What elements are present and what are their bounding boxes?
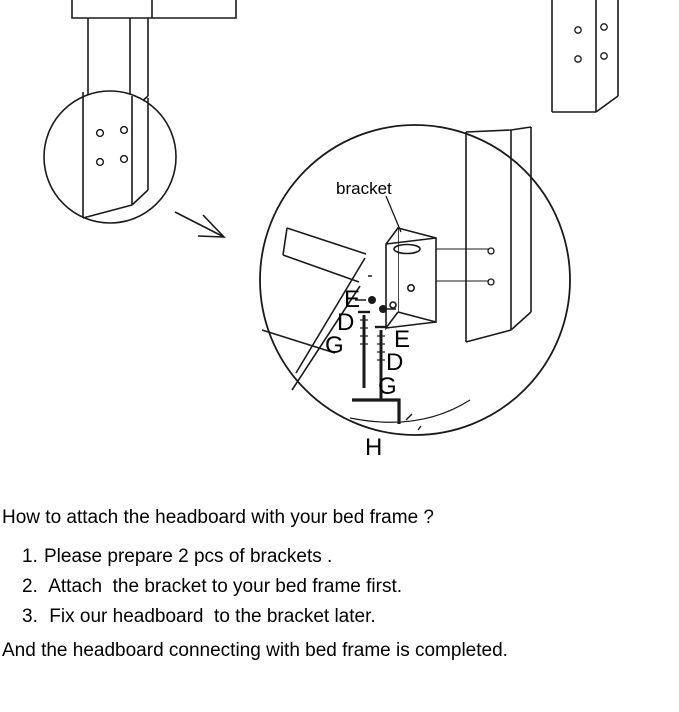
part-label-d-left: D (337, 309, 355, 336)
list-item (22, 572, 679, 602)
step-text: Please prepare 2 pcs of brackets . (44, 546, 333, 567)
leg-detail-circle (44, 91, 176, 223)
list-item (22, 542, 679, 572)
part-label-d-right: D (386, 349, 404, 376)
part-label-e-left: E (344, 286, 361, 313)
bracket-part (386, 228, 436, 328)
instructions-steps (0, 542, 679, 632)
step-text: Fix our headboard to the bracket later. (44, 606, 376, 627)
part-label-g-right: G (378, 373, 397, 400)
step-number: 1. (22, 546, 38, 567)
part-label-e-right: E (394, 326, 411, 353)
tool-label-h: H (365, 434, 383, 461)
list-item (22, 602, 679, 632)
zoom-arrow-icon (175, 212, 224, 237)
bed-frame-leg-top-right (552, 0, 618, 112)
instructions-question: How to attach the headboard with your bed frame ? (2, 507, 434, 528)
step-text: Attach the bracket to your bed frame first. (44, 576, 403, 597)
instructions-block (0, 505, 679, 664)
step-number: 2. (22, 576, 38, 597)
part-label-g-left: G (325, 332, 344, 359)
bracket-label: bracket (336, 179, 392, 198)
step-number: 3. (22, 606, 38, 627)
instructions-closing: And the headboard connecting with bed frame is completed. (2, 640, 508, 661)
